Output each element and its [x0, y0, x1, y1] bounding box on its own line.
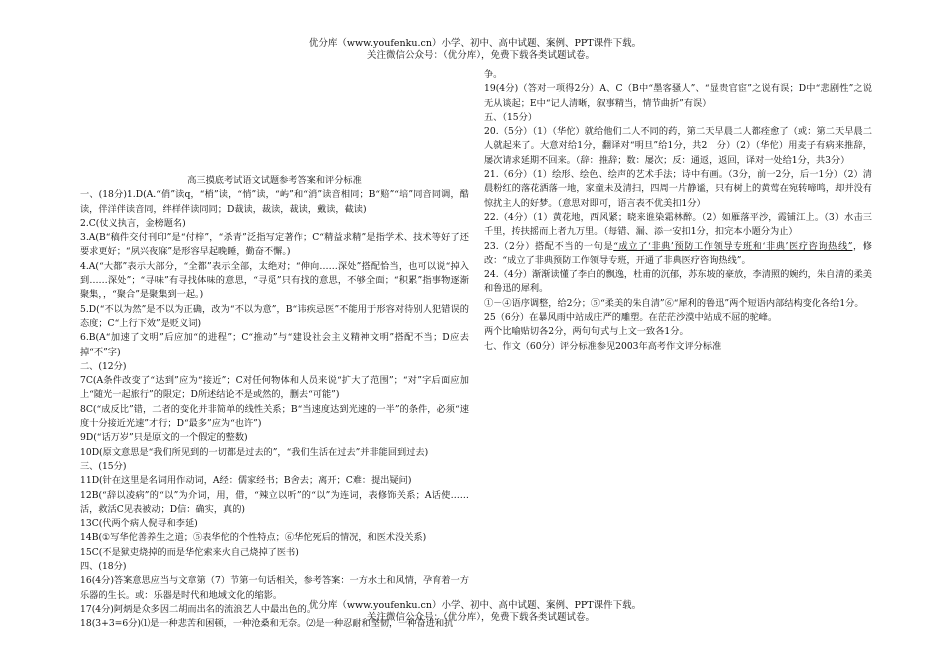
answer-line: 争。: [484, 69, 503, 80]
left-column: [80, 174, 469, 632]
footer-line-1: 优分库（www.youfenku.cn）小学、初中、高中试题、案例、PPT课件下载。: [308, 600, 642, 611]
header-line-2: 关注微信公众号：（优分库），免费下载各类试题试卷。: [366, 50, 595, 61]
answer-23-tail: ，修改：“成立了非典预防工作领导专班，开通了非典医疗咨询热线”。: [484, 240, 872, 266]
answer-line: 16(4分)答案意思应当与文章第（7）节第一句话相关，参考答案：一方水土和风情，孕育着一方乐器的生长。或：乐器是时代和地域文化的缩影。: [80, 575, 469, 601]
answer-line: 一、(18分)1.D(A.“俏”读q，“梢”读，“悄”读，“屿”和“消”读音相同；B“赔”“培”同音同调，酷读，伴洋伴读音同，绊样伴读同同；D裁读，裁读，裁读，戴读，截读): [80, 189, 469, 215]
answer-line: 11D(针在这里是名词用作动词，A经：儒家经书；B舍去；离开；C难：提出疑问): [80, 475, 412, 487]
answer-line: 21.（6分）（1）绘形、绘色、绘声的艺术手法；诗中有画。（3分，前一2分，后一1分）（2）清晨粉红的落花洒落一地，家童未及清扫，四周一片静谧，只有树上的黄莺在宛转啼鸣，却并没有惊扰主人的好梦。（意思对即可，语言表不优美扣1分）: [484, 169, 872, 209]
answer-line: 7C(A条件改变了“达到”应为“接近”；C对任何物体和人员来说“扩大了范围”；“对”字后面应加上“随光一起旅行”的限定；D所述结论不是或然的，删去“可能”): [80, 375, 469, 401]
answer-line: 17(4分)阿炳是众多因二胡而出名的流浪艺人中最出色的。: [80, 603, 317, 615]
answer-line: 6.B(A“加速了文明”后应加“的进程”；C“推动”与“建设社会主义精神文明”搭配不当；D应去掉“不”字): [80, 332, 469, 358]
answer-line: 19(4分)（答对一项得2分）A、C（B中“墨客骚人”、“显贵官宦”之说有误；D中“悲剧性”之说无从谈起；E中“记人清晰，叙事精当，情节曲折”有误）: [484, 83, 872, 109]
answer-line: 5.D(“不以为然”是不以为正确，改为“不以为意”，B“讳疾忌医”不能用于形容对待别人犯错误的态度；C“上行下效”是贬义词): [80, 303, 469, 329]
section-heading: 五、（15分）: [484, 111, 538, 123]
footer-line-2: 关注微信公众号：（优分库），免费下载各类试题试卷。: [366, 612, 595, 623]
answer-line: 9D(“话万岁”只是原文的一个假定的整数): [80, 432, 248, 444]
answer-line: 3.A(B“稿件交付刊印”是“付梓”，“杀青”泛指写定著作；C“精益求精”是指学术、技术等好了还要求更好；“夙兴夜寐”是形容早起晚睡，勤奋不懈。): [80, 232, 469, 258]
page-footer: [0, 600, 950, 624]
answer-23-lead: 23.（2分）搭配不当的一句是: [484, 240, 614, 252]
page-header: [0, 38, 950, 62]
section-heading: 二、(12分): [80, 360, 127, 372]
answer-line-23: [484, 240, 872, 269]
answer-line: 13C(代两个病人倪寻和李延): [80, 518, 198, 530]
section-heading: 四、(18分): [80, 561, 127, 573]
answer-line: 25（6分）在暴风雨中站成庄严的雕塑。在茫茫沙漠中站成不屈的驼峰。: [484, 312, 778, 324]
answer-line: 20.（5分）（1）（华佗）就给他们二人不同的药，第二天早晨二人都痊愈了（或：第二天早晨二人就起来了。大意对给1分，翻译对“明旦”给1分，共2 分）（2）（华佗）用麦子有病来推辞，屡次请求延期不回来。（辞：推辞；数：屡次；反：通返，返回，译对一处给1分，共3分）: [484, 126, 872, 166]
underlined-sentence: “成立了‘非典’预防工作领导专班和‘非典’医疗咨询热线”: [613, 240, 853, 252]
right-column: [484, 68, 872, 354]
answer-line: 10D(原文意思是“我们所见到的一切都是过去的”，“我们生活在过去”并非能回到过去): [80, 446, 429, 458]
answer-line: 14B(①写华佗善养生之道；⑤表华佗的个性特点；⑥华佗死后的情况，和医术没关系): [80, 532, 427, 544]
section-heading: 七、作文（60分）评分标准参见2003年高考作文评分标准: [484, 340, 722, 352]
answer-line: 8C(“成反比”错，二者的变化并非简单的线性关系；B“当速度达到光速的一半”的条件，必须“速度十分接近光速”才行；D“最多”应为“也许”): [80, 403, 469, 430]
answer-line: 2.C(仗义执言，金榜题名): [80, 217, 186, 229]
answer-line: 4.A(“大都”表示大部分，“全都”表示全部，太绝对；“伸向……深处”搭配恰当，也可以说“掉入到……深处”；“寻味”有寻找体味的意思，“寻觅”只有找的意思，不够全面；“积累”指事物逐渐聚集，，“聚合”是聚集到一起。): [80, 260, 469, 301]
answer-line: 18(3+3=6分)⑴是一种悲苦和困顿，一种沧桑和无奈。⑵是一种忍耐和坚韧，一种奋进和抗: [80, 618, 454, 630]
answer-line: 12B(“辞以凌病”的“以”为介词，用，借，“辣立以听”的“以”为连词，表修饰关系；A话使……活，救活C见表被动；D信：确实，真的): [80, 489, 469, 515]
answer-line: ①－④语序调整，给2分；⑤“柔美的朱自清”⑥“犀利的鲁迅”两个短语内部结构变化各给1分。: [484, 297, 864, 309]
answer-line: 24.（4分）渐渐读懂了李白的飘逸，杜甫的沉郁，苏东坡的豪放，李清照的婉约，朱自清的柔美和鲁迅的犀利。: [484, 269, 872, 295]
answer-line: 15C(不是狱吏烧掉的而是华佗索来火自己烧掉了医书): [80, 546, 299, 558]
answer-line: 两个比喻贴切各2分，两句句式与上文一致各1分。: [484, 326, 689, 338]
section-heading: 三、(15分): [80, 460, 127, 472]
header-line-1: 优分库（www.youfenku.cn）小学、初中、高中试题、案例、PPT课件下载。: [308, 38, 642, 49]
answer-line: 22.（4分）（1）黄花地，西风紧；晓来谁染霜林醉。（2）如雁落平沙，霞铺江上。（3）水击三千里，抟扶摇而上者九万里。（每错、漏、添一安扣1分，扣完本小题分为止）: [484, 211, 872, 238]
document-title: 高三摸底考试语文试题参考答案和评分标准: [187, 175, 362, 186]
